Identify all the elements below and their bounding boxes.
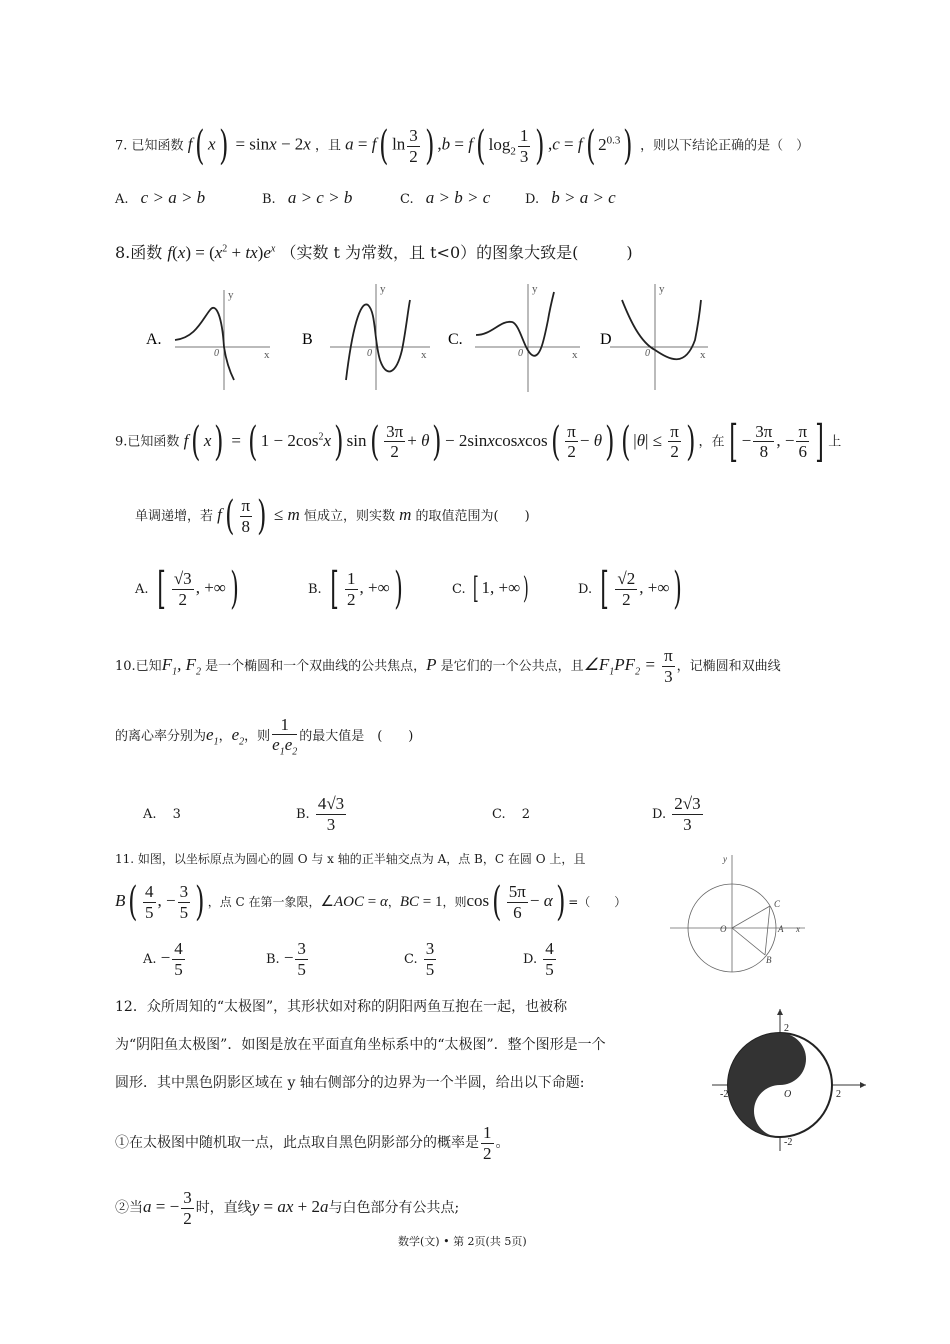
q9-option-c[interactable] — [452, 560, 532, 616]
q8-graph-d-label: D — [600, 331, 612, 348]
option-expr: [ $\frac{1}{2}$ , +∞) — [330, 563, 403, 615]
q9-function: f( x) = ( $1 - 2\cos^2x$) sin( $\frac{3\pi}{2}$ + θ) − 2sinxcosxcos( $\frac{\pi}{2}$ − θ) ( |θ| ≤ $\frac{\pi}{2}$ ) — [183, 418, 696, 465]
option-label: B. — [266, 952, 280, 967]
option-label: A. — [115, 192, 129, 207]
option-expr: [ $\frac{√3}{2}$ , +∞) — [156, 563, 239, 615]
q9-line2 — [135, 490, 530, 540]
q7-option-d[interactable] — [525, 188, 616, 208]
svg-text:-2: -2 — [720, 1089, 729, 1100]
q8-graph-b-label: B — [302, 331, 313, 348]
q12-line2: 为“阴阳鱼太极图”．如图是放在平面直角坐标系中的“太极图”．整个图形是一个 — [115, 1037, 606, 1053]
q12-item2: ②当a = − $\frac{3}{2}$ 时，直线y = ax + 2a与白色部分有公共点; — [115, 1188, 460, 1228]
q10-line2b: ，则 — [244, 729, 271, 744]
q7-a-def: a — [345, 134, 354, 154]
svg-text:y: y — [228, 289, 234, 301]
q7-lead: 已知函数 — [131, 138, 184, 154]
svg-text:O: O — [720, 924, 727, 934]
option-expr: [ $\frac{√2}{2}$ , +∞) — [600, 563, 683, 615]
q9-lead: 已知函数 — [127, 434, 180, 450]
svg-text:x: x — [421, 349, 427, 361]
q12-mark-1: ① — [115, 1135, 129, 1151]
option-label: C. — [400, 192, 414, 207]
q9-option-d[interactable] — [578, 560, 687, 616]
q10-line1 — [115, 640, 781, 690]
option-label: D. — [525, 192, 540, 207]
q7-line: 7. 已知函数 f( x) = sinx − 2x ，且 a = f( ln $\frac{3}{2}$ ) ,b = f( $\log_2$ $\frac{1}{3}$ ) ,c = f( $2^{0.3}$) ，则以下结论正确的是（ ） — [115, 123, 810, 170]
svg-text:B: B — [766, 955, 772, 965]
q7-b-def: b — [441, 134, 451, 154]
q12-line3: 圆形．其中黑色阴影区域在 y 轴右侧部分的边界为一个半圆，给出以下命题: — [115, 1075, 585, 1091]
q9-option-b[interactable] — [308, 560, 407, 616]
q8-tail: （实数 t 为常数，且 t<0）的图象大致是( ) — [280, 243, 633, 262]
q8-graph-c-label: C. — [448, 331, 463, 348]
q11-line2c: ，则 — [442, 895, 467, 909]
q9-tail2: 上 — [828, 434, 842, 450]
q7-c-def: c — [552, 134, 560, 154]
option-label: C. — [404, 952, 418, 967]
q12-item1-text: 在太极图中随机取一点，此点取自黑色阴影部分的概率是 — [129, 1135, 479, 1151]
q9-line2c: 的取值范围为( ) — [415, 509, 530, 524]
q11-line2d: =（ ） — [568, 895, 627, 909]
q8-graph-c[interactable] — [448, 283, 580, 392]
option-value: $\frac{2√3}{3}$ — [674, 794, 701, 834]
option-label: D. — [578, 582, 593, 597]
svg-text:y: y — [659, 283, 665, 295]
q8-graphs — [140, 280, 720, 400]
option-value: 3 — [172, 807, 181, 822]
option-expr: $\frac{4}{5}$ — [545, 939, 554, 979]
option-label: B. — [296, 807, 310, 822]
q9-m: m — [399, 505, 412, 524]
q9-interval: [ − $\frac{3\pi}{8}$ , − $\frac{\pi}{6}$ ] — [728, 415, 824, 467]
q10-line2a: 的离心率分别为 — [115, 729, 207, 744]
option-label: C. — [452, 582, 466, 597]
svg-text:0: 0 — [214, 348, 219, 359]
q9-line2a: 单调递增，若 — [135, 509, 214, 524]
svg-text:0: 0 — [645, 348, 650, 359]
option-value: 2 — [521, 807, 531, 822]
option-expr: [ 1, +∞) — [472, 571, 529, 607]
q11-option-d[interactable] — [523, 935, 558, 981]
option-expr: $\frac{3}{5}$ — [425, 939, 435, 979]
option-label: D. — [523, 952, 538, 967]
q7-number: 7. — [115, 138, 128, 154]
svg-text:-2: -2 — [784, 1137, 793, 1148]
option-expr: b > a > c — [551, 188, 616, 207]
q7-mid: ，且 — [314, 138, 341, 154]
option-expr: a > c > b — [287, 188, 353, 207]
q8-graph-a[interactable] — [146, 289, 270, 390]
q11-circle-figure — [660, 850, 810, 975]
option-label: A. — [143, 807, 157, 822]
q11-line1: 11. 如图，以坐标原点为圆心的圆 O 与 x 轴的正半轴交点为 A，点 B，C 在圆 O 上，且 — [115, 852, 586, 866]
q8-graph-b[interactable] — [302, 283, 430, 390]
option-value: $\frac{4√3}{3}$ — [317, 794, 345, 834]
option-expr: − $\frac{4}{5}$ — [160, 939, 183, 979]
q11-line2b: ， — [387, 895, 400, 909]
q11-line2a: ，点 C 在第一象限， — [207, 895, 321, 909]
q10-line2c: 的最大值是 ( ) — [299, 729, 414, 744]
svg-text:C: C — [774, 899, 781, 909]
q11-b-point: B( $\frac{4}{5}$ , − $\frac{3}{5}$ ) — [115, 879, 205, 926]
option-label: A. — [143, 952, 157, 967]
svg-text:y: y — [723, 854, 727, 864]
q11-option-c[interactable] — [404, 935, 438, 981]
q10-line2: 的离心率分别为$e_1$，$e_2$，则 $\frac{1}{e_1e_2}$ 的最大值是 ( ) — [115, 714, 414, 758]
q8-graph-d[interactable] — [600, 283, 708, 390]
q7-option-a[interactable] — [115, 188, 205, 208]
svg-text:0: 0 — [518, 348, 523, 359]
option-label: A. — [135, 582, 149, 597]
option-expr: c > a > b — [140, 188, 206, 207]
option-expr: a > b > c — [425, 188, 491, 207]
q7-function: f — [187, 134, 193, 154]
option-expr: − $\frac{3}{5}$ — [283, 939, 306, 979]
q10-option-a[interactable] — [143, 790, 181, 840]
option-label: B. — [262, 192, 276, 207]
option-label: D. — [652, 807, 667, 822]
q11-option-b[interactable] — [266, 935, 310, 981]
q8-line — [115, 240, 633, 263]
svg-text:O: O — [784, 1089, 792, 1100]
option-label: B. — [308, 582, 322, 597]
page-footer: 数学(文) • 第 2页(共 5页) — [398, 1235, 527, 1248]
q10-option-d[interactable] — [652, 790, 705, 840]
svg-text:2: 2 — [784, 1023, 789, 1034]
q11-line2: B( $\frac{4}{5}$ , − $\frac{3}{5}$ ) ，点 C 在第一象限，∠AOC = α，BC = 1，则cos( $\frac{5\pi}{6}$ − α) =（ ） — [115, 879, 627, 926]
q7-option-c[interactable] — [400, 188, 490, 208]
q10-number: 10.已知 — [115, 659, 162, 674]
q10-option-c[interactable] — [492, 790, 530, 840]
q7-option-b[interactable] — [262, 188, 352, 208]
q10-angle: $\angle F_1PF_2$ = $\frac{\pi}{3}$ — [583, 646, 673, 686]
q10-a: 是一个椭圆和一个双曲线的公共焦点， — [205, 659, 427, 674]
q8-function: $f(x) = (x^2 + tx)e^x$ — [167, 243, 276, 262]
svg-text:x: x — [264, 349, 270, 361]
svg-text:y: y — [532, 283, 538, 295]
q7-tail: ，则以下结论正确的是（ ） — [640, 138, 810, 154]
q9-option-a[interactable] — [135, 560, 243, 616]
q9-line1 — [115, 412, 842, 467]
svg-text:x: x — [700, 349, 706, 361]
svg-text:x: x — [572, 349, 578, 361]
svg-text:x: x — [796, 924, 800, 934]
q12-taiji-figure — [708, 1005, 870, 1155]
q8-number: 8.函数 — [115, 243, 163, 262]
q8-graph-a-label: A. — [146, 331, 162, 348]
q10-p: P — [426, 655, 437, 674]
svg-text:2: 2 — [836, 1089, 841, 1100]
q9-number: 9. — [115, 434, 128, 450]
q12-line1: 12．众所周知的“太极图”，其形状如对称的阴阳两鱼互抱在一起，也被称 — [115, 999, 568, 1015]
q9-condition: f( $\frac{\pi}{8}$ ) ≤ m — [217, 493, 300, 540]
q12-mark-2: ② — [115, 1200, 129, 1216]
q10-foci: $F_1$, $F_2$ — [161, 655, 201, 678]
q10-option-b[interactable] — [296, 790, 348, 840]
svg-text:y: y — [380, 283, 386, 295]
q9-tail: ，在 — [698, 434, 725, 450]
q10-c: ，记椭圆和双曲线 — [676, 659, 781, 674]
option-label: C. — [492, 807, 506, 822]
svg-text:0: 0 — [367, 348, 372, 359]
q12-item1: ①在太极图中随机取一点，此点取自黑色阴影部分的概率是 $\frac{1}{2}$ 。 — [115, 1122, 510, 1163]
q9-line2b: 恒成立，则实数 — [303, 509, 395, 524]
svg-text:A: A — [778, 924, 784, 934]
q11-option-a[interactable] — [143, 935, 187, 981]
q10-b: 是它们的一个公共点，且 — [440, 659, 584, 674]
